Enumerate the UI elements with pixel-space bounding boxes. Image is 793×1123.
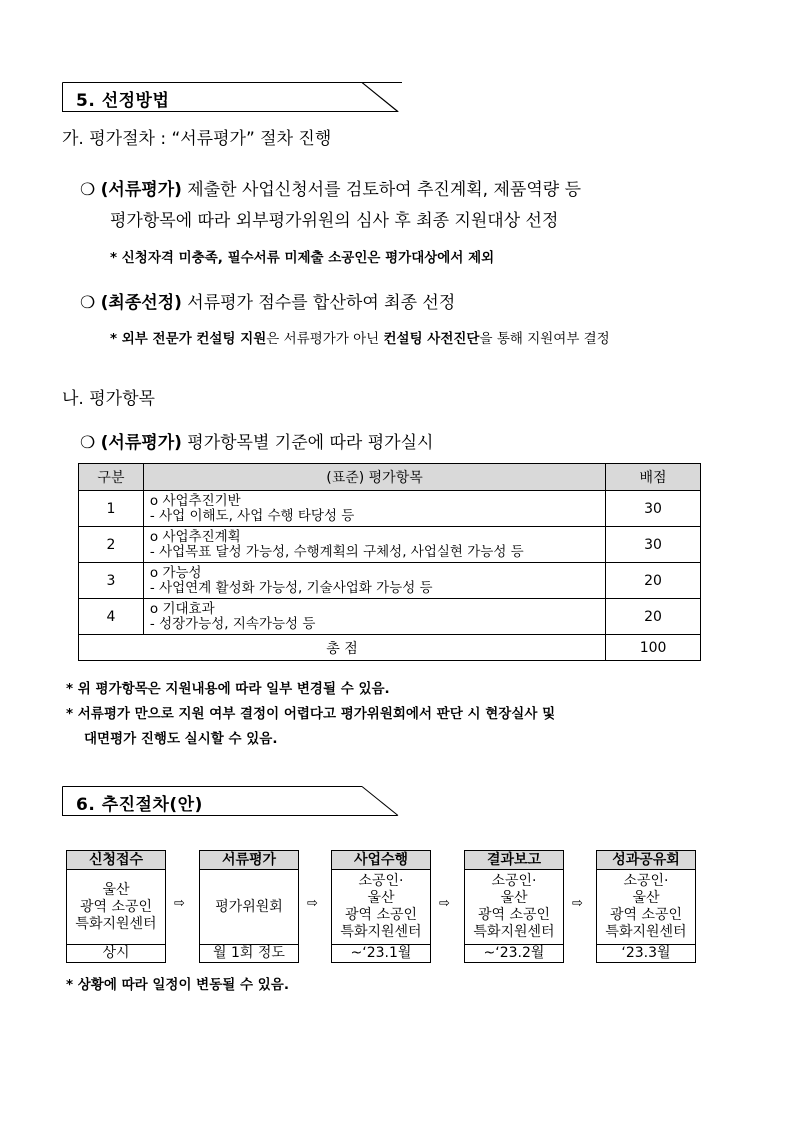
table-note-2-cont: 대면평가 진행도 실시할 수 있음. [84,731,278,747]
total-label: 총 점 [79,635,606,661]
right-arrow-icon: ⇨ [439,896,450,911]
row-item-title: o 사업추진기반 [149,492,241,509]
row-score: 30 [606,491,701,527]
item-label: (서류평가) [100,433,182,453]
item-label: (서류평가) [100,180,182,200]
process-step-line: 소공인· [491,873,537,889]
process-step-line: 광역 소공인 [344,907,418,923]
item-document-review-line2: 평가항목에 따라 외부평가위원의 심사 후 최종 지원대상 선정 [110,211,559,231]
process-step-body [465,870,563,944]
process-step-body [67,870,165,944]
row-score: 20 [606,563,701,599]
item-final-selection [80,288,455,313]
note-text-2: 을 통해 지원여부 결정 [479,331,610,347]
row-score: 20 [606,599,701,635]
process-step [66,850,166,963]
right-arrow-icon: ⇨ [307,896,318,911]
process-step-line: 소공인· [358,873,404,889]
process-step-line: 특화지원센터 [605,924,687,940]
row-item-detail: - 사업목표 달성 가능성, 수행계획의 구체성, 사업실현 가능성 등 [149,543,524,560]
process-step-line: 광역 소공인 [477,907,551,923]
row-score: 30 [606,527,701,563]
item-document-review [80,175,581,200]
process-step-title: 신청접수 [67,851,165,870]
process-step-line: 울산 [500,890,528,906]
row-item-title: o 사업추진계획 [149,528,241,545]
process-step [464,850,564,963]
section-5-header [62,82,398,112]
exclusion-note: * 신청자격 미충족, 필수서류 미제출 소공인은 평가대상에서 제외 [110,250,495,266]
table-total-row [79,635,701,661]
table-header-row [79,464,701,491]
schedule-note: * 상황에 따라 일정이 변동될 수 있음. [66,977,289,993]
row-item-detail: - 사업 이해도, 사업 수행 타당성 등 [149,507,355,524]
row-items [143,563,605,599]
process-step-timing: ‘23.3월 [597,944,695,962]
process-step-title: 서류평가 [200,851,298,870]
right-arrow-icon: ⇨ [174,896,185,911]
bullet-circle-icon: ❍ [80,180,96,200]
table-note-1: * 위 평가항목은 지원내용에 따라 일부 변경될 수 있음. [66,681,390,697]
header-category: 구분 [79,464,144,491]
row-item-detail: - 사업연계 활성화 가능성, 기술사업화 가능성 등 [149,579,433,596]
header-score: 배점 [606,464,701,491]
process-step-timing: ~‘23.1월 [332,944,430,962]
process-step-timing: 상시 [67,944,165,962]
bullet-circle-icon: ❍ [80,293,96,313]
row-number: 4 [79,599,144,635]
item-label: (최종선정) [100,293,182,313]
process-step-line: 특화지원센터 [340,924,422,940]
row-number: 1 [79,491,144,527]
evaluation-procedure-heading: 가. 평가절차 : “서류평가” 절차 진행 [62,129,332,149]
consulting-note [110,327,610,347]
process-step-timing: ~‘23.2월 [465,944,563,962]
note-text-1: 은 서류평가가 아닌 [266,331,384,347]
process-step-body [597,870,695,944]
process-step-line: 특화지원센터 [473,924,555,940]
item-text: 서류평가 점수를 합산하여 최종 선정 [181,293,456,313]
table-note-2: * 서류평가 만으로 지원 여부 결정이 어렵다고 평가위원회에서 판단 시 현장실사 및 [66,706,556,722]
row-items [143,491,605,527]
process-step-title: 사업수행 [332,851,430,870]
process-step-line: 평가위원회 [215,898,283,915]
item-document-review-criteria [80,428,433,453]
note-bold-2: 컨설팅 사전진단 [383,331,480,347]
process-step-title: 성과공유회 [597,851,695,870]
note-star: * [110,331,122,347]
process-step [596,850,696,963]
table-row [79,491,701,527]
row-item-title: o 가능성 [149,564,202,581]
note-bold-1: 외부 전문가 컨설팅 지원 [121,331,267,347]
section-5-title: 5. 선정방법 [76,91,170,111]
evaluation-items-heading: 나. 평가항목 [62,389,155,409]
process-step-line: 광역 소공인 [79,898,153,915]
row-item-title: o 기대효과 [149,600,215,617]
table-row [79,527,701,563]
item-text: 제출한 사업신청서를 검토하여 추진계획, 제품역량 등 [181,180,582,200]
process-step-title: 결과보고 [465,851,563,870]
row-number: 2 [79,527,144,563]
item-text: 평가항목별 기준에 따라 평가실시 [181,433,434,453]
process-step-line: 울산 [102,881,130,898]
process-step-line: 광역 소공인 [609,907,683,923]
evaluation-table [78,463,701,661]
row-items [143,527,605,563]
table-row [79,599,701,635]
process-step [199,850,299,963]
header-items: (표준) 평가항목 [143,464,605,491]
row-number: 3 [79,563,144,599]
process-step-line: 울산 [367,890,395,906]
section-6-title: 6. 추진절차(안) [76,795,203,815]
process-step-body [200,870,298,944]
right-arrow-icon: ⇨ [572,896,583,911]
total-score: 100 [606,635,701,661]
process-step-line: 울산 [632,890,660,906]
process-step-body [332,870,430,944]
row-items [143,599,605,635]
process-step [331,850,431,963]
process-step-line: 특화지원센터 [75,915,157,932]
bullet-circle-icon: ❍ [80,433,96,453]
process-step-line: 소공인· [623,873,669,889]
row-item-detail: - 성장가능성, 지속가능성 등 [149,615,316,632]
section-6-header [62,786,398,816]
table-row [79,563,701,599]
process-step-timing: 월 1회 정도 [200,944,298,962]
